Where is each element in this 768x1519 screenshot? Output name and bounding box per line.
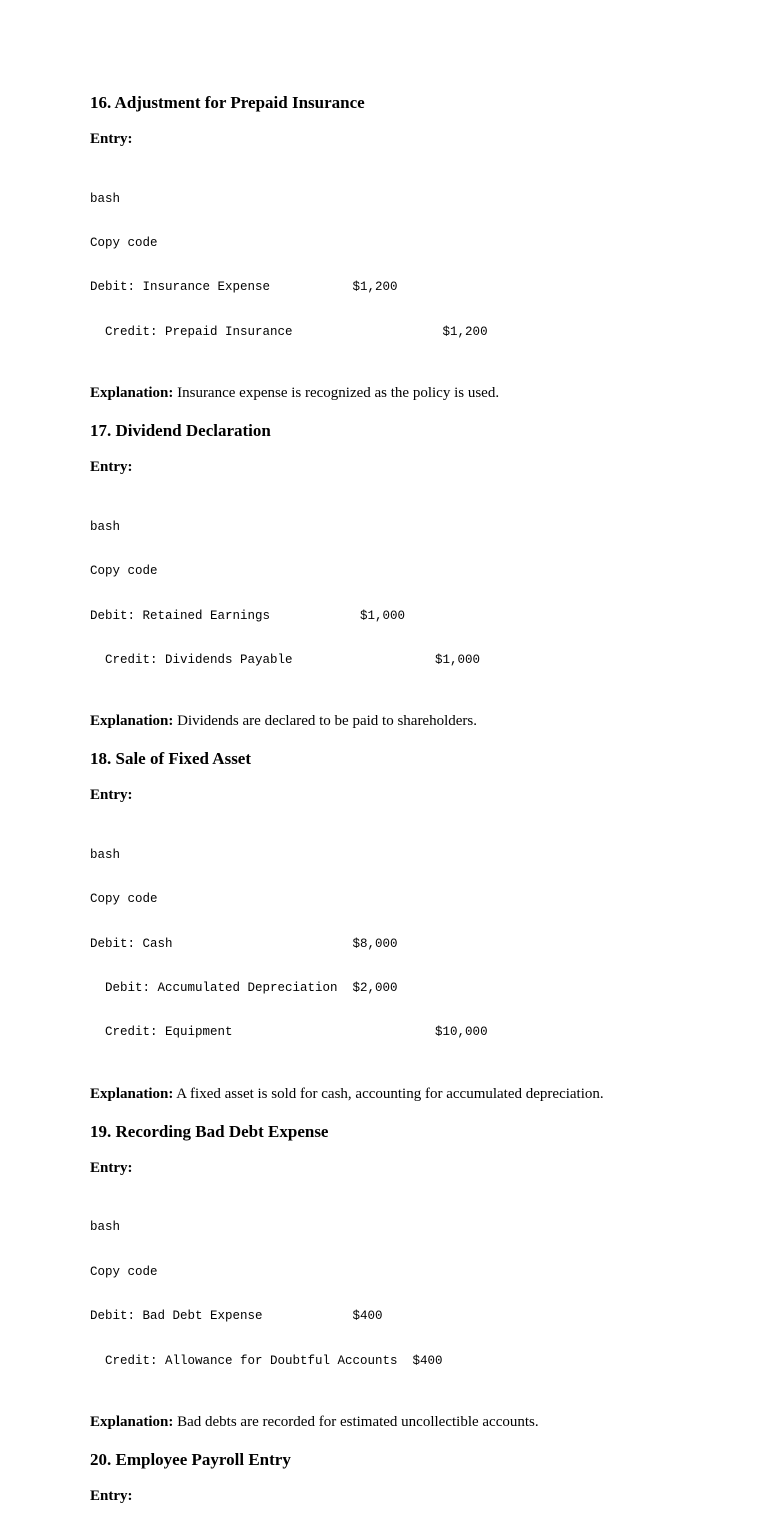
copy-code-button[interactable]: Copy code bbox=[90, 892, 158, 907]
section-heading: 19. Recording Bad Debt Expense bbox=[90, 1121, 329, 1141]
code-line: Debit: Bad Debt Expense $400 bbox=[90, 1309, 383, 1324]
code-line: Debit: Insurance Expense $1,200 bbox=[90, 280, 398, 295]
section-heading: 20. Employee Payroll Entry bbox=[90, 1450, 291, 1470]
entry-label: Entry: bbox=[90, 1488, 133, 1505]
explanation-text: Insurance expense is recognized as the policy is used. bbox=[173, 385, 500, 402]
explanation bbox=[90, 1412, 730, 1432]
section-17 bbox=[90, 420, 730, 731]
explanation-text: Bad debts are recorded for estimated uncollectible accounts. bbox=[173, 1414, 539, 1431]
entry-label: Entry: bbox=[90, 787, 133, 804]
code-line: Credit: Prepaid Insurance $1,200 bbox=[90, 324, 488, 339]
code-line: Credit: Equipment $10,000 bbox=[90, 1025, 488, 1040]
code-block[interactable] bbox=[90, 490, 730, 697]
explanation-label: Explanation: bbox=[90, 385, 174, 402]
code-line: Debit: Cash $8,000 bbox=[90, 936, 398, 951]
explanation-text: A fixed asset is sold for cash, accounting for accumulated depreciation. bbox=[173, 1085, 604, 1102]
code-line: Credit: Allowance for Doubtful Accounts $400 bbox=[90, 1353, 443, 1368]
entry-label: Entry: bbox=[90, 131, 133, 147]
explanation-text: Dividends are declared to be paid to shareholders. bbox=[173, 713, 477, 730]
section-heading: 16. Adjustment for Prepaid Insurance bbox=[90, 93, 365, 112]
code-language-label: bash bbox=[90, 847, 121, 862]
section-19 bbox=[90, 1121, 730, 1432]
copy-code-button[interactable]: Copy code bbox=[90, 1264, 158, 1279]
code-block[interactable] bbox=[90, 818, 730, 1070]
section-20 bbox=[90, 1449, 730, 1506]
section-heading: 17. Dividend Declaration bbox=[90, 421, 271, 441]
explanation-label: Explanation: bbox=[90, 713, 174, 730]
section-18 bbox=[90, 748, 730, 1104]
code-line: Credit: Dividends Payable $1,000 bbox=[90, 652, 481, 667]
code-language-label: bash bbox=[90, 519, 121, 534]
code-language-label: bash bbox=[90, 1220, 121, 1235]
copy-code-button[interactable]: Copy code bbox=[90, 235, 158, 250]
code-block[interactable] bbox=[90, 1191, 730, 1398]
explanation bbox=[90, 711, 730, 731]
code-language-label: bash bbox=[90, 191, 121, 206]
section-16 bbox=[90, 92, 730, 403]
code-line: Debit: Accumulated Depreciation $2,000 bbox=[90, 981, 398, 996]
copy-code-button[interactable]: Copy code bbox=[90, 564, 158, 579]
code-line: Debit: Retained Earnings $1,000 bbox=[90, 608, 406, 623]
explanation bbox=[90, 383, 730, 403]
explanation-label: Explanation: bbox=[90, 1085, 174, 1102]
explanation bbox=[90, 1084, 730, 1104]
entry-label: Entry: bbox=[90, 459, 133, 476]
code-block[interactable] bbox=[90, 162, 730, 369]
explanation-label: Explanation: bbox=[90, 1414, 174, 1431]
document-body bbox=[90, 92, 730, 1519]
entry-label: Entry: bbox=[90, 1159, 133, 1176]
section-heading: 18. Sale of Fixed Asset bbox=[90, 749, 252, 769]
